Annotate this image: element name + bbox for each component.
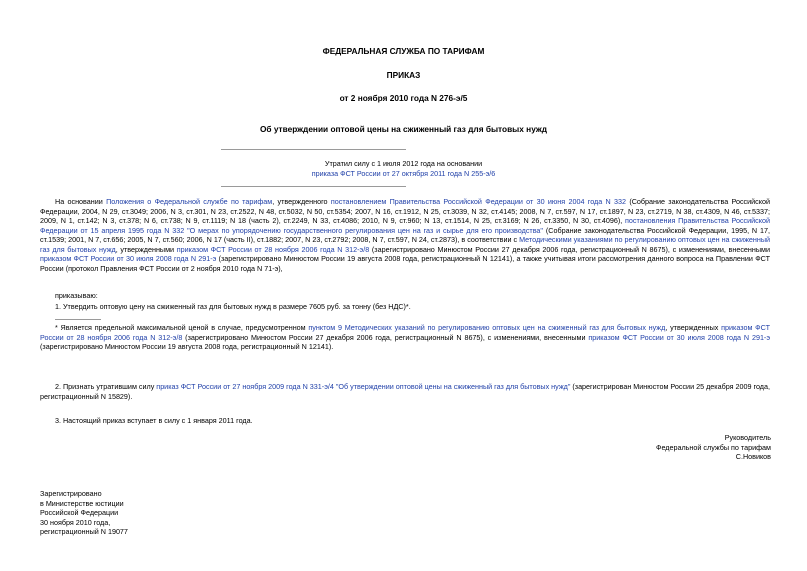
link-resolution-332-2004[interactable]: постановлением Правительства Российской Федерации от 30 июня 2004 года N 332 <box>330 197 627 206</box>
signature-block <box>656 433 771 462</box>
link-order-291[interactable]: приказом ФСТ России от 30 июля 2008 года N 291-э <box>40 254 217 263</box>
registration-block: Зарегистрировано в Министерстве юстиции Российской Федерации 30 ноября 2010 года, регистрационный N 19077 <box>40 489 128 536</box>
link-order-331[interactable]: приказ ФСТ России от 27 ноября 2009 года N 331-э/4 "Об утверждении оптовой цены на сжиженный газ для бытовых нужд" <box>156 382 571 391</box>
expired-line: Утратил силу с 1 июля 2012 года на основании <box>324 159 483 168</box>
signature-name: С.Новиков <box>735 452 771 461</box>
link-footnote-order-291[interactable]: приказом ФСТ России от 30 июля 2008 года N 291-э <box>588 332 770 342</box>
link-footnote-order-312[interactable]: приказом ФСТ России от 28 ноября 2006 года N 312-э/8 <box>40 323 770 342</box>
divider-bottom <box>221 186 406 187</box>
org-heading: ФЕДЕРАЛЬНАЯ СЛУЖБА ПО ТАРИФАМ <box>322 46 485 56</box>
document-title: Об утверждении оптовой цены на сжиженный газ для бытовых нужд <box>259 124 548 134</box>
expired-note <box>0 159 807 178</box>
item-3: 3. Настоящий приказ вступает в силу с 1 января 2011 года. <box>55 416 253 425</box>
date-number-heading: от 2 ноября 2010 года N 276-э/5 <box>339 93 468 103</box>
signature-org: Федеральной службы по тарифам <box>656 442 771 452</box>
signature-title: Руководитель <box>724 433 771 442</box>
preamble-paragraph: На основании Положения о Федеральной службе по тарифам, утвержденного постановлением Правительства Российской Федерации от 30 июня 2004 года N 332 (Собрание законодательства Российской Федерации, 2004, N 29, ст.3049; 2006, N 3, ст.301, N 23, ст.2522, N 48, ст.5032, N 50, ст.5354; 2007, N 16, ст.1912, N 25, ст.3039, N 32, ст.4145; 2008, N 7, ст.597, N 17, ст.1897, N 23, ст.2719, N 38, ст.4309, N 46, ст.5337; 2009, N 1, ст.142; N 3, ст.378; N 6, ст.738; N 9, ст.1119; N 18 (часть 2), ст.2249, N 33, ст.4086; 2010, N 9, ст.960; N 13, ст.1514, N 25, ст.3169; N 26, ст.3350, N 30, ст.4096), постановления Правительства Российской Федерации от 15 апреля 1995 года N 332 "О мерах по упорядочению государственного регулирования цен на газ и сырье для его производства" (Собрание законодательства Российской Федерации, 1995, N 17, ст.1539; 2001, N 7, ст.656; 2005, N 7, ст.560; 2006, N 17 (часть II), ст.1882; 2007, N 23, ст.2792; 2008, N 7, ст.597, N 24, ст.2873), в соответствии с Методическими указаниями по регулированию оптовых цен на сжиженный газ для бытовых нужд, утвержденными приказом ФСТ России от 28 ноября 2006 года N 312-э/8 (зарегистрировано Минюстом России 27 декабря 2006 года, регистрационный N 8675), с изменениями, внесенными приказом ФСТ России от 30 июля 2008 года N 291-э (зарегистрировано Минюстом России 19 августа 2008 года, регистрационный N 12141), а также учитывая итоги рассмотрения данного вопроса на Правлении ФСТ России (протокол Правления ФСТ России от 2 ноября 2010 года N 71-э), <box>40 197 771 273</box>
orders-word: приказываю: <box>55 291 98 300</box>
doc-type-heading: ПРИКАЗ <box>386 70 421 80</box>
footnote-divider <box>55 319 101 320</box>
link-resolution-332-1995[interactable]: постановления Правительства Российской Федерации от 15 апреля 1995 года N 332 "О мерах по упорядочению государственного регулирования цен на газ и сырье для его производства" <box>40 216 770 235</box>
link-point-9[interactable]: пунктом 9 Методических указаний по регулированию оптовых цен на сжиженный газ для бытовых нужд <box>308 323 666 332</box>
link-order-312[interactable]: приказом ФСТ России от 28 ноября 2006 года N 312-э/8 <box>176 244 370 254</box>
item-2: 2. Признать утратившим силу приказ ФСТ России от 27 ноября 2009 года N 331-э/4 "Об утверждении оптовой цены на сжиженный газ для бытовых нужд" (зарегистрирован Минюстом России 25 декабря 2009 года, регистрационный N 15829). <box>40 382 770 401</box>
link-methodical-guidelines[interactable]: Методическими указаниями по регулированию оптовых цен на сжиженный газ для бытовых нужд <box>40 235 770 254</box>
divider-top <box>221 149 406 150</box>
expired-link[interactable]: приказа ФСТ России от 27 октября 2011 года N 255-э/6 <box>311 168 496 178</box>
item-1: 1. Утвердить оптовую цену на сжиженный газ для бытовых нужд в размере 7605 руб. за тонну (без НДС)*. <box>55 302 411 311</box>
link-regulation-fst[interactable]: Положения о Федеральной службе по тарифам <box>106 197 273 206</box>
footnote-paragraph: * Является предельной максимальной ценой в случае, предусмотренном пунктом 9 Методических указаний по регулированию оптовых цен на сжиженный газ для бытовых нужд, утвержденных приказом ФСТ России от 28 ноября 2006 года N 312-э/8 (зарегистрировано Минюстом России 27 декабря 2006 года, регистрационный N 8675), с изменениями, внесенными приказом ФСТ России от 30 июля 2008 года N 291-э (зарегистрировано Минюстом России 19 августа 2008 года, регистрационный N 12141). <box>40 323 770 351</box>
